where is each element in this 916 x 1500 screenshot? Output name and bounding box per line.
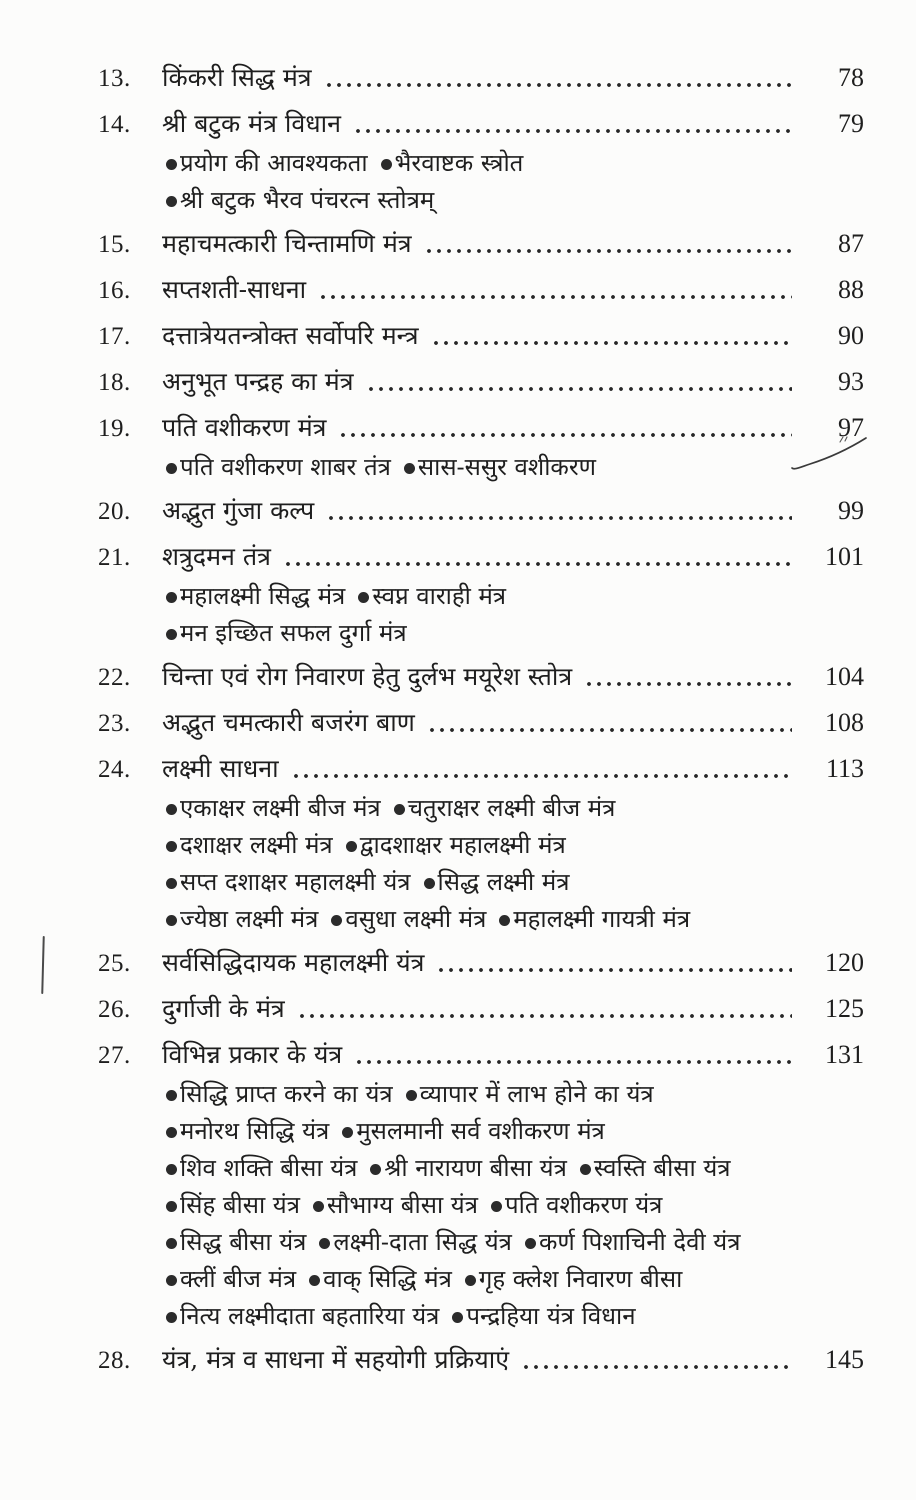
bullet-icon xyxy=(166,159,177,170)
subtopic-item xyxy=(424,866,570,898)
subtopic-item xyxy=(166,1226,306,1258)
subtopic-item xyxy=(404,451,596,483)
subtopic-label: श्री नारायण बीसा यंत्र xyxy=(384,1154,567,1182)
entry-title: सप्तशती-साधना xyxy=(162,275,307,304)
toc-entry-row xyxy=(98,1038,864,1073)
subtopic-item xyxy=(406,1078,654,1110)
subtopic-label: द्वादशाक्षर महालक्ष्मी मंत्र xyxy=(359,831,566,859)
dot-leader xyxy=(427,715,792,735)
subtopic-row xyxy=(166,829,864,861)
entry-page-number: 88 xyxy=(838,275,864,304)
subtopic-item xyxy=(166,147,368,179)
subtopic-label: महालक्ष्मी सिद्ध मंत्र xyxy=(180,582,346,610)
entry-number: 28. xyxy=(98,1347,131,1374)
subtopic-item xyxy=(370,1152,566,1184)
bullet-icon xyxy=(166,878,177,889)
entry-page-number: 79 xyxy=(838,109,864,138)
entry-title: दुर्गाजी के मंत्र xyxy=(162,994,285,1023)
entry-number: 16. xyxy=(98,277,131,304)
dot-leader xyxy=(366,374,792,394)
bullet-icon xyxy=(381,159,392,170)
bullet-icon xyxy=(331,915,342,926)
subtopic-item xyxy=(166,1152,357,1184)
subtopic-label: व्यापार में लाभ होने का यंत्र xyxy=(419,1080,654,1108)
toc-entry-row xyxy=(98,540,864,575)
subtopic-row xyxy=(166,184,864,216)
bullet-icon xyxy=(166,1127,177,1138)
subtopic-row xyxy=(166,580,864,612)
bullet-icon xyxy=(358,592,369,603)
entry-number: 14. xyxy=(98,111,131,138)
entry-title: चिन्ता एवं रोग निवारण हेतु दुर्लभ मयूरेश स्तोत्र xyxy=(162,662,573,691)
subtopic-item xyxy=(166,903,318,935)
subtopic-item xyxy=(166,829,333,861)
entry-title: श्री बटुक मंत्र विधान xyxy=(162,109,341,138)
subtopic-label: नित्य लक्ष्मीदाता बहतारिया यंत्र xyxy=(180,1302,440,1330)
entry-title: पति वशीकरण मंत्र xyxy=(162,413,327,442)
subtopic-label: क्लीं बीज मंत्र xyxy=(180,1265,297,1293)
entry-page-number: 108 xyxy=(825,708,864,737)
subtopic-label: सप्त दशाक्षर महालक्ष्मी यंत्र xyxy=(180,868,411,896)
dot-leader xyxy=(424,236,792,256)
toc-entry-row xyxy=(98,319,864,354)
subtopic-item xyxy=(313,1189,478,1221)
subtopic-label: श्री बटुक भैरव पंचरत्न स्तोत्रम् xyxy=(180,186,435,214)
bullet-icon xyxy=(166,1238,177,1249)
entry-number: 20. xyxy=(98,498,131,525)
entry-title: अद्भुत गुंजा कल्प xyxy=(162,496,315,525)
bullet-icon xyxy=(406,1090,417,1101)
subtopic-item xyxy=(166,184,434,216)
bullet-icon xyxy=(525,1238,536,1249)
subtopic-label: एकाक्षर लक्ष्मी बीज मंत्र xyxy=(180,794,381,822)
subtopic-item xyxy=(525,1226,741,1258)
bullet-icon xyxy=(166,1090,177,1101)
subtopic-row xyxy=(166,617,864,649)
entry-page-number: 99 xyxy=(838,496,864,525)
subtopic-item xyxy=(166,617,407,649)
entry-page-number: 113 xyxy=(825,754,864,783)
dot-leader xyxy=(353,116,792,136)
subtopic-row xyxy=(166,1263,864,1295)
entry-number: 13. xyxy=(98,65,131,92)
bullet-icon xyxy=(166,804,177,815)
toc-entry-row xyxy=(98,411,864,446)
toc-entry-row xyxy=(98,1343,864,1378)
entry-number: 22. xyxy=(98,664,131,691)
entry-page-number: 125 xyxy=(825,994,864,1023)
bullet-icon xyxy=(319,1238,330,1249)
entry-title: अनुभूत पन्द्रह का मंत्र xyxy=(162,367,354,396)
bullet-icon xyxy=(424,878,435,889)
dot-leader xyxy=(291,761,792,781)
subtopic-item xyxy=(166,792,381,824)
bullet-icon xyxy=(166,841,177,852)
subtopic-row xyxy=(166,451,864,483)
bullet-icon xyxy=(166,1201,177,1212)
subtopic-row xyxy=(166,1300,864,1332)
entry-number: 23. xyxy=(98,710,131,737)
toc-entry-row xyxy=(98,61,864,96)
subtopic-label: मनोरथ सिद्धि यंत्र xyxy=(180,1117,330,1145)
entry-title: विभिन्न प्रकार के यंत्र xyxy=(162,1040,343,1069)
toc-entry-row xyxy=(98,273,864,308)
subtopic-item xyxy=(166,1115,329,1147)
entry-page-number: 101 xyxy=(825,542,864,571)
entry-page-number: 145 xyxy=(825,1345,864,1374)
subtopic-label: पन्द्रहिया यंत्र विधान xyxy=(466,1302,636,1330)
subtopic-label: सिद्ध लक्ष्मी मंत्र xyxy=(437,868,570,896)
subtopic-row xyxy=(166,1078,864,1110)
entry-number: 17. xyxy=(98,323,131,350)
subtopic-label: मन इच्छित सफल दुर्गा मंत्र xyxy=(180,619,407,647)
subtopic-item xyxy=(166,1189,300,1221)
bullet-icon xyxy=(465,1275,476,1286)
dot-leader xyxy=(324,70,792,90)
toc-entry-row xyxy=(98,107,864,142)
toc-entry-row xyxy=(98,494,864,529)
subtopic-label: सौभाग्य बीसा यंत्र xyxy=(326,1191,478,1219)
entry-number: 18. xyxy=(98,369,131,396)
subtopic-item xyxy=(394,792,616,824)
entry-page-number: 97 xyxy=(838,413,864,442)
bullet-icon xyxy=(166,1275,177,1286)
entry-title: अद्भुत चमत्कारी बजरंग बाण xyxy=(162,708,415,737)
subtopic-label: लक्ष्मी-दाता सिद्ध यंत्र xyxy=(333,1228,512,1256)
dot-leader xyxy=(338,420,792,440)
entry-number: 21. xyxy=(98,544,131,571)
subtopic-item xyxy=(309,1263,452,1295)
dot-leader xyxy=(584,669,792,689)
toc-entry-row xyxy=(98,706,864,741)
subtopic-item xyxy=(465,1263,682,1295)
subtopic-label: शिव शक्ति बीसा यंत्र xyxy=(180,1154,358,1182)
subtopic-label: चतुराक्षर लक्ष्मी बीज मंत्र xyxy=(407,794,616,822)
entry-number: 19. xyxy=(98,415,131,442)
subtopic-item xyxy=(358,580,506,612)
subtopic-item xyxy=(166,1263,296,1295)
bullet-icon xyxy=(499,915,510,926)
subtopic-item xyxy=(342,1115,605,1147)
subtopic-label: कर्ण पिशाचिनी देवी यंत्र xyxy=(538,1228,741,1256)
bullet-icon xyxy=(166,196,177,207)
bullet-icon xyxy=(309,1275,320,1286)
entry-page-number: 120 xyxy=(825,948,864,977)
subtopic-label: ज्येष्ठा लक्ष्मी मंत्र xyxy=(180,905,319,933)
dot-leader xyxy=(521,1352,792,1372)
subtopic-label: भैरवाष्टक स्त्रोत xyxy=(394,149,524,177)
bullet-icon xyxy=(313,1201,324,1212)
dot-leader xyxy=(318,282,792,302)
pen-stroke-mark xyxy=(788,432,872,474)
entry-page-number: 104 xyxy=(825,662,864,691)
dot-leader xyxy=(354,1047,792,1067)
entry-page-number: 87 xyxy=(838,229,864,258)
entry-title: दत्तात्रेयतन्त्रोक्त सर्वोपरि मन्त्र xyxy=(162,321,419,350)
subtopic-label: गृह क्लेश निवारण बीसा xyxy=(478,1265,683,1293)
subtopic-row xyxy=(166,147,864,179)
subtopic-row xyxy=(166,903,864,935)
bullet-icon xyxy=(580,1164,591,1175)
entry-title: सर्वसिद्धिदायक महालक्ष्मी यंत्र xyxy=(162,948,425,977)
subtopic-item xyxy=(166,1078,393,1110)
entry-title: किंकरी सिद्ध मंत्र xyxy=(162,63,312,92)
subtopic-label: पति वशीकरण शाबर तंत्र xyxy=(180,453,391,481)
dot-leader xyxy=(436,955,792,975)
dot-leader xyxy=(297,1001,792,1021)
entry-number: 27. xyxy=(98,1042,131,1069)
subtopic-label: सिद्ध बीसा यंत्र xyxy=(180,1228,307,1256)
dot-leader xyxy=(283,549,792,569)
entry-title: यंत्र, मंत्र व साधना में सहयोगी प्रक्रियाएं xyxy=(162,1345,510,1374)
bullet-icon xyxy=(342,1127,353,1138)
subtopic-row xyxy=(166,1226,864,1258)
entry-page-number: 90 xyxy=(838,321,864,350)
subtopic-row xyxy=(166,1189,864,1221)
entry-title: महाचमत्कारी चिन्तामणि मंत्र xyxy=(162,229,412,258)
bullet-icon xyxy=(166,629,177,640)
toc-entry-row xyxy=(98,660,864,695)
subtopic-label: सास-ससुर वशीकरण xyxy=(417,453,597,481)
bullet-icon xyxy=(404,463,415,474)
dot-leader xyxy=(326,503,792,523)
bullet-icon xyxy=(394,804,405,815)
toc-entry-row xyxy=(98,752,864,787)
toc-entry-row xyxy=(98,227,864,262)
entry-number: 26. xyxy=(98,996,131,1023)
subtopic-item xyxy=(331,903,486,935)
bullet-icon xyxy=(452,1312,463,1323)
entry-title: शत्रुदमन तंत्र xyxy=(162,542,271,571)
subtopic-row xyxy=(166,792,864,824)
subtopic-label: वाक् सिद्धि मंत्र xyxy=(323,1265,452,1293)
bullet-icon xyxy=(346,841,357,852)
subtopic-item xyxy=(319,1226,512,1258)
subtopic-row xyxy=(166,1115,864,1147)
entry-page-number: 93 xyxy=(838,367,864,396)
entry-page-number: 131 xyxy=(825,1040,864,1069)
subtopic-label: मुसलमानी सर्व वशीकरण मंत्र xyxy=(356,1117,605,1145)
subtopic-label: पति वशीकरण यंत्र xyxy=(504,1191,663,1219)
subtopic-item xyxy=(166,866,411,898)
toc-entry-row xyxy=(98,992,864,1027)
entry-number: 25. xyxy=(98,950,131,977)
subtopic-label: दशाक्षर लक्ष्मी मंत्र xyxy=(180,831,333,859)
bullet-icon xyxy=(166,592,177,603)
subtopic-label: प्रयोग की आवश्यकता xyxy=(180,149,368,177)
bullet-icon xyxy=(166,463,177,474)
entry-page-number: 78 xyxy=(838,63,864,92)
subtopic-item xyxy=(346,829,566,861)
bullet-icon xyxy=(491,1201,502,1212)
subtopic-label: स्वस्ति बीसा यंत्र xyxy=(593,1154,731,1182)
dot-leader xyxy=(431,328,792,348)
subtopic-item xyxy=(166,451,391,483)
toc-entry-row xyxy=(98,365,864,400)
subtopic-label: वसुधा लक्ष्मी मंत्र xyxy=(345,905,487,933)
toc-entry-row xyxy=(98,946,864,981)
subtopic-row xyxy=(166,866,864,898)
subtopic-item xyxy=(381,147,524,179)
subtopic-item xyxy=(491,1189,662,1221)
subtopic-label: महालक्ष्मी गायत्री मंत्र xyxy=(513,905,691,933)
bullet-icon xyxy=(370,1164,381,1175)
entry-title: लक्ष्मी साधना xyxy=(162,754,279,783)
subtopic-item xyxy=(166,580,345,612)
subtopic-item xyxy=(499,903,690,935)
subtopic-item xyxy=(452,1300,635,1332)
subtopic-item xyxy=(166,1300,439,1332)
bullet-icon xyxy=(166,1312,177,1323)
subtopic-item xyxy=(580,1152,731,1184)
entry-number: 15. xyxy=(98,231,131,258)
subtopic-label: सिंह बीसा यंत्र xyxy=(180,1191,300,1219)
entry-number: 24. xyxy=(98,756,131,783)
bullet-icon xyxy=(166,1164,177,1175)
subtopic-label: सिद्धि प्राप्त करने का यंत्र xyxy=(180,1080,393,1108)
subtopic-label: स्वप्न वाराही मंत्र xyxy=(372,582,507,610)
subtopic-row xyxy=(166,1152,864,1184)
bullet-icon xyxy=(166,915,177,926)
